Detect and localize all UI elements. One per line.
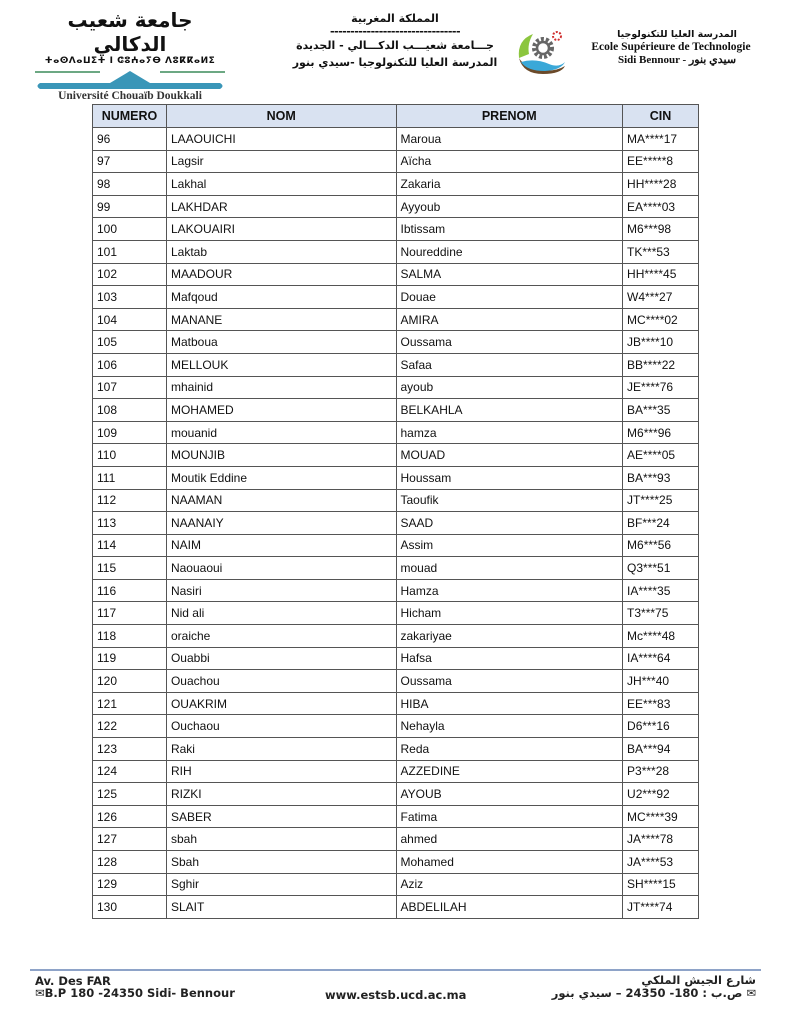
table-row [93,534,699,557]
table-row [93,512,699,535]
cell-numero: 112 [93,489,167,512]
cell-nom: Sghir [166,873,396,896]
cell-prenom: Oussama [396,670,623,693]
cell-numero: 122 [93,715,167,738]
cell-cin: MA****17 [623,128,699,151]
table-row [93,760,699,783]
header-center [280,10,510,71]
cell-numero: 115 [93,557,167,580]
cell-numero: 97 [93,150,167,173]
cell-cin: Mc****48 [623,625,699,648]
table-row [93,353,699,376]
table-row [93,218,699,241]
cell-prenom: Zakaria [396,173,623,196]
table-row [93,466,699,489]
cell-numero: 106 [93,353,167,376]
cell-numero: 126 [93,805,167,828]
cell-numero: 114 [93,534,167,557]
cell-prenom: Hafsa [396,647,623,670]
cell-cin: BA***35 [623,399,699,422]
cell-numero: 102 [93,263,167,286]
cell-nom: NAIM [166,534,396,557]
cell-cin: JT****74 [623,896,699,919]
cell-nom: LAAOUICHI [166,128,396,151]
table-row [93,444,699,467]
cell-cin: U2***92 [623,783,699,806]
cell-prenom: Hicham [396,602,623,625]
cell-prenom: mouad [396,557,623,580]
cell-prenom: Mohamed [396,851,623,874]
cell-numero: 100 [93,218,167,241]
column-header-nom: NOM [166,105,396,128]
table-row [93,128,699,151]
cell-prenom: Houssam [396,466,623,489]
cell-numero: 124 [93,760,167,783]
cell-numero: 96 [93,128,167,151]
school-logo [515,28,775,78]
cell-prenom: Hamza [396,579,623,602]
cell-cin: BA***93 [623,466,699,489]
table-row [93,783,699,806]
cell-prenom: Aziz [396,873,623,896]
cell-cin: JA****53 [623,851,699,874]
cell-prenom: zakariyae [396,625,623,648]
table-row [93,602,699,625]
table-row [93,851,699,874]
university-name-french: Université Chouaïb Doukkali [58,90,202,102]
table-row [93,195,699,218]
table-row [93,557,699,580]
column-header-numero: NUMERO [93,105,167,128]
cell-prenom: BELKAHLA [396,399,623,422]
cell-numero: 104 [93,308,167,331]
cell-prenom: Ibtissam [396,218,623,241]
cell-cin: M6***98 [623,218,699,241]
cell-numero: 125 [93,783,167,806]
cell-prenom: Ayyoub [396,195,623,218]
cell-prenom: Nehayla [396,715,623,738]
cell-cin: HH****28 [623,173,699,196]
cell-nom: Raki [166,738,396,761]
cell-nom: sbah [166,828,396,851]
cell-cin: M6***96 [623,421,699,444]
table-row [93,399,699,422]
cell-numero: 117 [93,602,167,625]
school-name-arabic: المدرسة العليا للتكنولوجيا [617,29,737,40]
cell-nom: Ouachou [166,670,396,693]
cell-prenom: SALMA [396,263,623,286]
cell-nom: MELLOUK [166,353,396,376]
footer-address-line2: B.P 180 -24350 Sidi- Bennour [44,986,235,1000]
cell-nom: Matboua [166,331,396,354]
cell-cin: D6***16 [623,715,699,738]
university-emblem-graphic [30,69,230,89]
table-row [93,308,699,331]
cell-prenom: Assim [396,534,623,557]
cell-prenom: Fatima [396,805,623,828]
cell-nom: Lagsir [166,150,396,173]
cell-numero: 123 [93,738,167,761]
cell-nom: Sbah [166,851,396,874]
header-separator: -------------------------------- [329,25,461,38]
cell-prenom: Safaa [396,353,623,376]
cell-numero: 119 [93,647,167,670]
table-row [93,873,699,896]
cell-numero: 130 [93,896,167,919]
cell-nom: MANANE [166,308,396,331]
cell-numero: 113 [93,512,167,535]
cell-cin: TK***53 [623,240,699,263]
envelope-icon: ✉ [35,986,45,1000]
table-row [93,738,699,761]
cell-prenom: Douae [396,286,623,309]
cell-cin: EA****03 [623,195,699,218]
table-row [93,150,699,173]
cell-nom: Naouaoui [166,557,396,580]
cell-prenom: Aïcha [396,150,623,173]
cell-cin: JE****76 [623,376,699,399]
cell-prenom: ayoub [396,376,623,399]
table-header-row [93,105,699,128]
cell-numero: 127 [93,828,167,851]
cell-prenom: ABDELILAH [396,896,623,919]
table-row [93,240,699,263]
cell-prenom: ahmed [396,828,623,851]
table-row [93,421,699,444]
cell-cin: BA***94 [623,738,699,761]
cell-nom: mhainid [166,376,396,399]
table-row [93,715,699,738]
table-row [93,828,699,851]
university-title: جـــامعة شعيـــب الدكـــالي - الجديدة [296,39,494,52]
cell-cin: AE****05 [623,444,699,467]
footer-address-ar-line1: شارع الجيش الملكي [641,973,756,987]
footer-website[interactable]: www.estsb.ucd.ac.ma [325,988,467,1002]
cell-numero: 111 [93,466,167,489]
table-row [93,173,699,196]
cell-cin: HH****45 [623,263,699,286]
cell-nom: MAADOUR [166,263,396,286]
cell-numero: 121 [93,692,167,715]
cell-prenom: SAAD [396,512,623,535]
column-header-cin: CIN [623,105,699,128]
column-header-prenom: PRENOM [396,105,623,128]
cell-cin: M6***56 [623,534,699,557]
cell-numero: 99 [93,195,167,218]
cell-prenom: AYOUB [396,783,623,806]
cell-nom: Ouchaou [166,715,396,738]
cell-cin: W4***27 [623,286,699,309]
university-name-tifinagh: ⵜⴰⵙⴷⴰⵡⵉⵜ ⵏ ⵛⵓⵄⴰⵢⴱ ⴷⵓⴽⴽⴰⵍⵉ [44,56,216,66]
footer-address-french [35,975,235,999]
cell-numero: 98 [93,173,167,196]
envelope-icon: ✉ [746,986,756,1000]
cell-nom: oraiche [166,625,396,648]
cell-prenom: Reda [396,738,623,761]
cell-prenom: AMIRA [396,308,623,331]
cell-numero: 101 [93,240,167,263]
cell-nom: Laktab [166,240,396,263]
cell-numero: 120 [93,670,167,693]
footer-address-arabic [552,974,756,1000]
cell-numero: 118 [93,625,167,648]
table-row [93,331,699,354]
cell-cin: JH***40 [623,670,699,693]
table-row [93,579,699,602]
table-row [93,263,699,286]
cell-nom: RIH [166,760,396,783]
cell-nom: SABER [166,805,396,828]
cell-nom: SLAIT [166,896,396,919]
footer-address-line1: Av. Des FAR [35,974,111,988]
table-row [93,647,699,670]
university-name-arabic: جامعة شعيب الدكالي [67,8,193,56]
cell-nom: MOUNJIB [166,444,396,467]
table-row [93,805,699,828]
footer-rule [30,969,761,971]
cell-numero: 110 [93,444,167,467]
cell-cin: MC****02 [623,308,699,331]
cell-prenom: Noureddine [396,240,623,263]
cell-nom: RIZKI [166,783,396,806]
cell-prenom: AZZEDINE [396,760,623,783]
school-name-french: Ecole Supérieure de Technologie [591,41,751,53]
cell-numero: 108 [93,399,167,422]
cell-prenom: Maroua [396,128,623,151]
cell-cin: BB****22 [623,353,699,376]
cell-numero: 105 [93,331,167,354]
cell-nom: MOHAMED [166,399,396,422]
cell-cin: BF***24 [623,512,699,535]
cell-cin: EE*****8 [623,150,699,173]
university-logo [30,8,230,102]
cell-nom: NAAMAN [166,489,396,512]
cell-cin: P3***28 [623,760,699,783]
cell-nom: Lakhal [166,173,396,196]
school-city: Sidi Bennour - سيدي بنور [617,54,737,66]
cell-nom: OUAKRIM [166,692,396,715]
cell-nom: Moutik Eddine [166,466,396,489]
cell-cin: Q3***51 [623,557,699,580]
cell-numero: 107 [93,376,167,399]
school-title: المدرسة العليا للتكنولوجيا -سيدي بنور [292,56,498,69]
cell-nom: Nid ali [166,602,396,625]
cell-nom: Nasiri [166,579,396,602]
cell-cin: JT****25 [623,489,699,512]
student-list-table [92,104,699,919]
cell-cin: MC****39 [623,805,699,828]
cell-prenom: Taoufik [396,489,623,512]
table-row [93,625,699,648]
table-row [93,286,699,309]
table-row [93,692,699,715]
cell-nom: LAKOUAIRI [166,218,396,241]
cell-cin: T3***75 [623,602,699,625]
cell-prenom: hamza [396,421,623,444]
cell-nom: NAANAIY [166,512,396,535]
cell-nom: mouanid [166,421,396,444]
cell-cin: JB****10 [623,331,699,354]
cell-cin: EE***83 [623,692,699,715]
table-row [93,489,699,512]
cell-prenom: HIBA [396,692,623,715]
cell-nom: Mafqoud [166,286,396,309]
kingdom-title: المملكة المغربية [351,12,439,25]
cell-numero: 129 [93,873,167,896]
cell-nom: LAKHDAR [166,195,396,218]
cell-numero: 103 [93,286,167,309]
table-row [93,670,699,693]
footer-address-ar-line2: ص.ب : 180- 24350 – سيدي بنور [551,986,743,1000]
cell-cin: IA****64 [623,647,699,670]
cell-cin: IA****35 [623,579,699,602]
cell-numero: 128 [93,851,167,874]
gear-leaf-icon [515,28,570,76]
table-row [93,896,699,919]
cell-prenom: Oussama [396,331,623,354]
table-row [93,376,699,399]
cell-cin: JA****78 [623,828,699,851]
cell-cin: SH****15 [623,873,699,896]
cell-numero: 109 [93,421,167,444]
cell-nom: Ouabbi [166,647,396,670]
cell-prenom: MOUAD [396,444,623,467]
cell-numero: 116 [93,579,167,602]
